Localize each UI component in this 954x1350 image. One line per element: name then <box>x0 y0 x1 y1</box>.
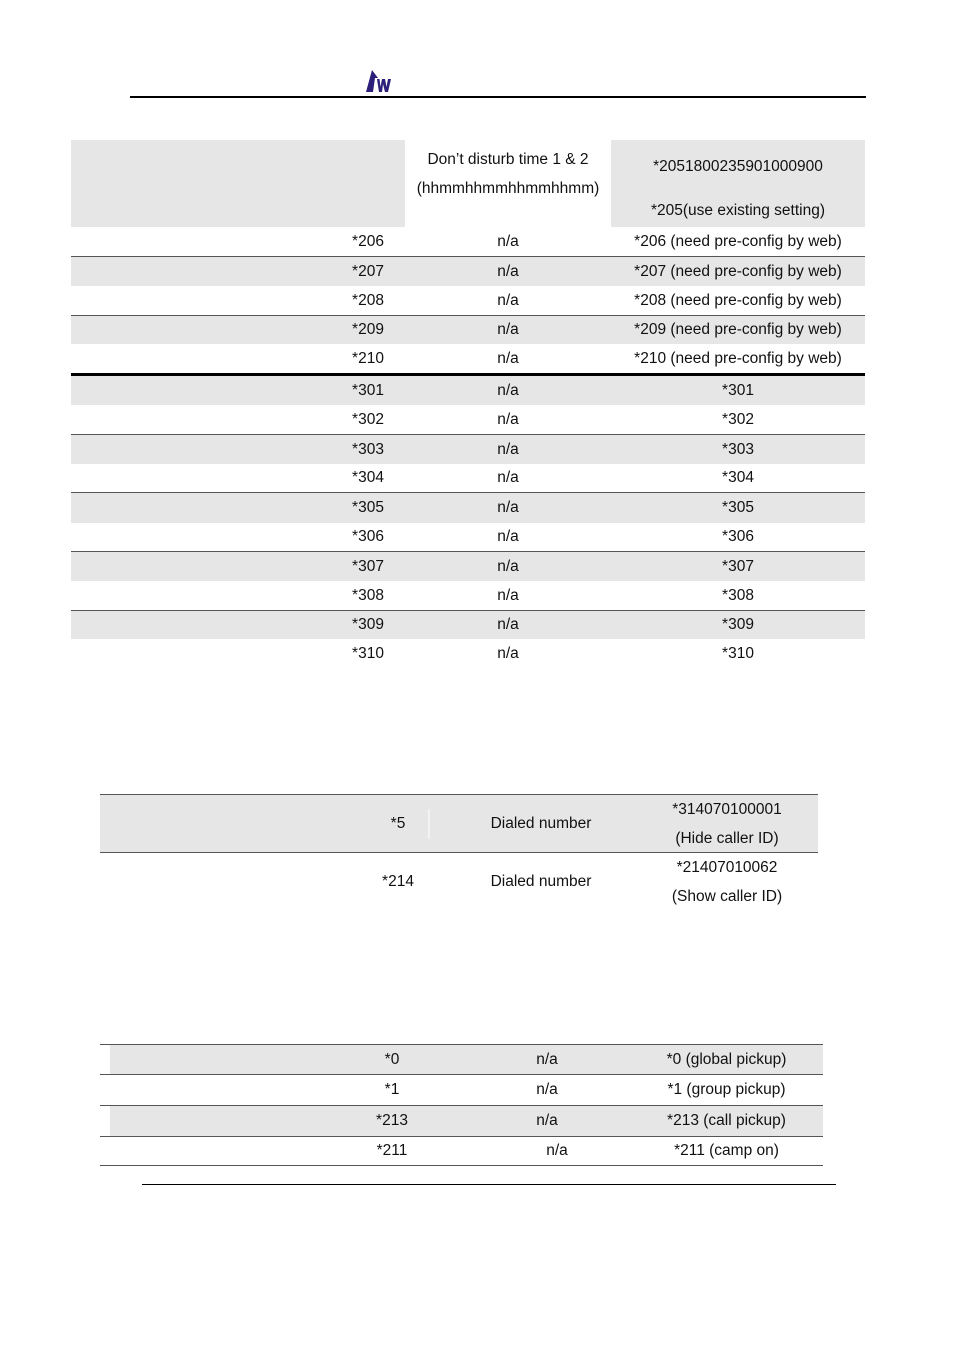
table-row <box>71 639 865 668</box>
param-cell: n/a <box>497 440 519 458</box>
table-row <box>71 435 865 464</box>
example-cell: *306 <box>722 528 754 545</box>
feature-code-table-1 <box>71 140 865 670</box>
code-cell: *5 <box>390 814 406 832</box>
param-cell: n/a <box>497 410 519 428</box>
param-cell: Dialed number <box>490 872 592 890</box>
example-cell: *210 (need pre-config by web) <box>634 349 842 367</box>
table-row <box>71 581 865 610</box>
feature-code-table-3 <box>100 1044 823 1168</box>
code-cell: *209 <box>352 321 384 338</box>
param-cell: n/a <box>497 349 519 367</box>
code-cell: *213 <box>376 1112 408 1129</box>
example-cell: *208 (need pre-config by web) <box>634 291 842 309</box>
example-cell: *0 (global pickup) <box>666 1050 787 1068</box>
header-param-cell <box>405 140 611 227</box>
table-row <box>100 1075 823 1105</box>
table-row <box>100 853 818 910</box>
example-cell: *213 (call pickup) <box>667 1112 786 1129</box>
example-cell: *308 <box>722 586 754 604</box>
example-line1: *21407010062 <box>676 858 778 876</box>
code-cell: *302 <box>352 410 384 428</box>
example-cell: *302 <box>722 410 754 428</box>
example-cell: *207 (need pre-config by web) <box>634 262 842 280</box>
example-cell <box>636 795 818 852</box>
param-cell: n/a <box>497 232 519 250</box>
code-cell: *210 <box>352 349 384 367</box>
param-cell: n/a <box>536 1112 558 1129</box>
table-row <box>71 464 865 492</box>
example-cell: *304 <box>722 469 754 486</box>
table-row <box>71 257 865 286</box>
header-rule <box>130 96 866 98</box>
example-cell <box>636 853 818 910</box>
table-row <box>71 552 865 581</box>
code-cell: *208 <box>352 291 384 309</box>
param-cell: n/a <box>497 586 519 604</box>
example-cell: *206 (need pre-config by web) <box>634 232 842 250</box>
example-cell: *305 <box>722 499 754 516</box>
param-cell: n/a <box>536 1081 558 1098</box>
code-cell: *301 <box>352 381 384 399</box>
code-cell: *304 <box>352 469 384 486</box>
param-cell: n/a <box>497 499 519 516</box>
param-cell: Dialed number <box>490 814 592 832</box>
param-cell: n/a <box>497 262 519 280</box>
example-cell: *209 (need pre-config by web) <box>634 321 842 338</box>
param-cell: n/a <box>497 644 519 662</box>
table-row <box>71 286 865 315</box>
table-row <box>71 523 865 551</box>
code-cell: *211 <box>376 1142 408 1159</box>
example-line2: (Hide caller ID) <box>675 829 779 847</box>
param-cell: n/a <box>497 321 519 338</box>
example-line2: (Show caller ID) <box>671 887 783 905</box>
param-cell: n/a <box>497 381 519 399</box>
example-cell: *303 <box>722 440 754 458</box>
example-cell: *310 <box>722 644 754 662</box>
header-example-line1: *2051800235901000900 <box>653 158 823 175</box>
header-example-cell <box>611 140 865 227</box>
code-cell: *309 <box>352 616 384 633</box>
table-row <box>71 376 865 405</box>
code-cell: *207 <box>352 262 384 280</box>
code-cell: *308 <box>352 586 384 604</box>
feature-code-table-2 <box>100 794 818 910</box>
footer-rule <box>142 1184 836 1185</box>
table-header-row <box>71 140 865 227</box>
table-row <box>71 344 865 373</box>
param-cell: n/a <box>497 616 519 633</box>
code-cell: *206 <box>352 232 384 250</box>
param-cell: n/a <box>497 528 519 545</box>
param-cell: n/a <box>536 1050 558 1068</box>
code-cell: *310 <box>352 644 384 662</box>
code-cell: *1 <box>384 1081 400 1098</box>
header-param-line1: Don’t disturb time 1 & 2 <box>427 151 589 168</box>
param-cell: n/a <box>497 557 519 575</box>
table-row <box>71 227 865 256</box>
table-row <box>71 493 865 523</box>
param-cell: n/a <box>546 1142 568 1159</box>
code-cell: *307 <box>352 557 384 575</box>
example-line1: *314070100001 <box>672 800 782 818</box>
table-row <box>71 611 865 639</box>
company-logo-icon <box>364 66 396 94</box>
row-divider <box>100 1165 823 1166</box>
table-row <box>71 405 865 434</box>
example-cell: *1 (group pickup) <box>667 1081 786 1098</box>
table-row <box>100 795 818 852</box>
code-cell: *303 <box>352 440 384 458</box>
header-param-line2: (hhmmhhmmhhmmhhmm) <box>416 180 600 197</box>
param-cell: n/a <box>497 469 519 486</box>
param-cell: n/a <box>497 291 519 309</box>
table-row <box>110 1045 823 1074</box>
code-cell: *214 <box>382 872 414 890</box>
header-example-line2: *205(use existing setting) <box>650 202 826 219</box>
code-cell: *306 <box>352 528 384 545</box>
example-cell: *309 <box>722 616 754 633</box>
table-row <box>71 316 865 344</box>
table-row <box>110 1106 823 1136</box>
example-cell: *211 (camp on) <box>674 1142 779 1159</box>
example-cell: *307 <box>722 557 754 575</box>
example-cell: *301 <box>722 381 754 399</box>
code-cell: *305 <box>352 499 384 516</box>
code-cell: *0 <box>384 1050 400 1068</box>
table-row <box>100 1137 823 1165</box>
